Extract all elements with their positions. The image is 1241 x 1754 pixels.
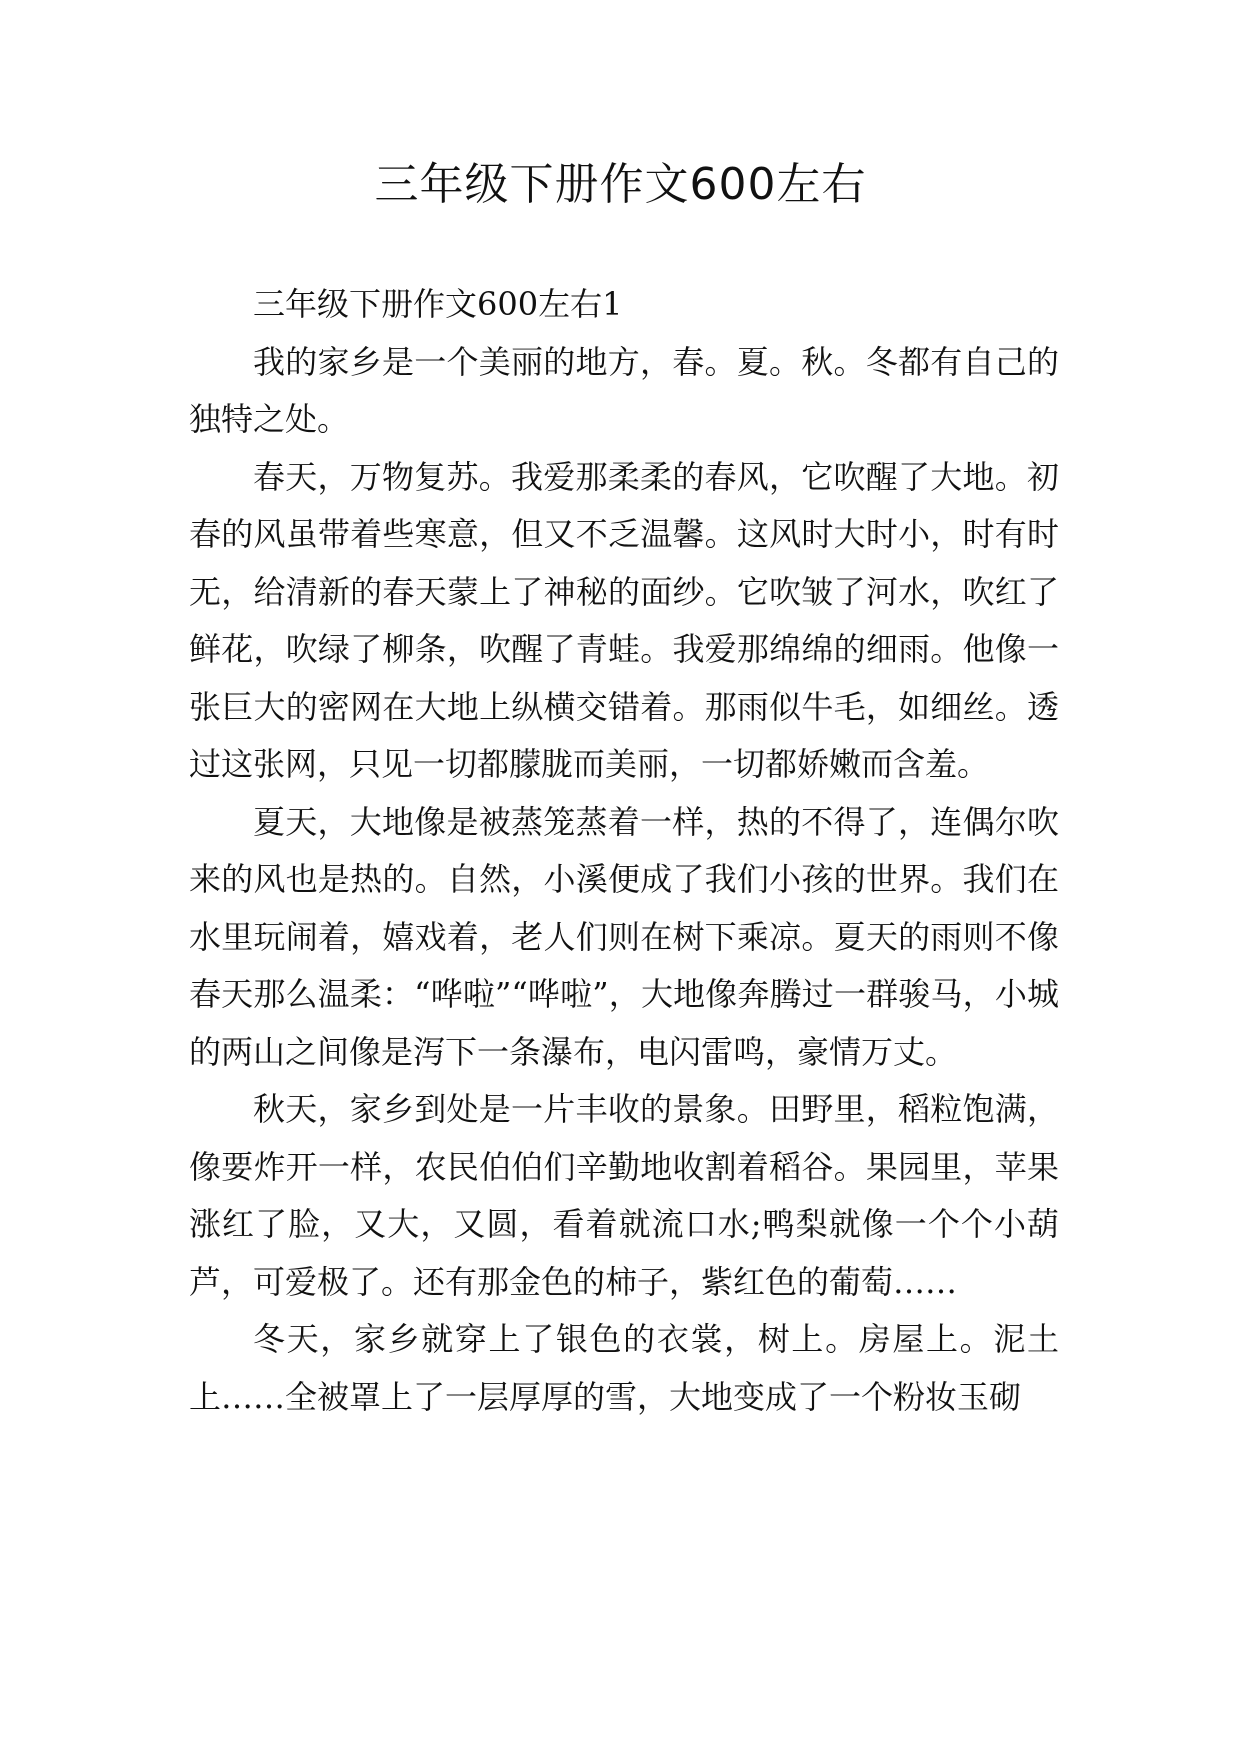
document-title: 三年级下册作文600左右: [374, 159, 867, 210]
paragraph-intro: 我的家乡是一个美丽的地方，春。夏。秋。冬都有自己的独特之处。: [189, 342, 1059, 438]
paragraph-summer: 夏天，大地像是被蒸笼蒸着一样，热的不得了，连偶尔吹来的风也是热的。自然，小溪便成了我们小孩的世界。我们在水里玩闹着，嬉戏着，老人们则在树下乘凉。夏天的雨则不像春天那么温柔：“哗啦”“哗啦”，大地像奔腾过一群骏马，小城的两山之间像是泻下一条瀑布，电闪雷鸣，豪情万丈。: [189, 802, 1059, 1071]
paragraph-spring: 春天，万物复苏。我爱那柔柔的春风，它吹醒了大地。初春的风虽带着些寒意，但又不乏温馨。这风时大时小，时有时无，给清新的春天蒙上了神秘的面纱。它吹皱了河水，吹红了鲜花，吹绿了柳条，吹醒了青蛙。我爱那绵绵的细雨。他像一张巨大的密网在大地上纵横交错着。那雨似牛毛，如细丝。透过这张网，只见一切都朦胧而美丽，一切都娇嫩而含羞。: [189, 457, 1059, 783]
paragraph-autumn: 秋天，家乡到处是一片丰收的景象。田野里，稻粒饱满，像要炸开一样，农民伯伯们辛勤地收割着稻谷。果园里，苹果涨红了脸，又大，又圆，看着就流口水;鸭梨就像一个个小葫芦，可爱极了。还有那金色的柿子，紫红色的葡萄……: [189, 1090, 1059, 1301]
essay-subtitle: 三年级下册作文600左右1: [253, 285, 623, 323]
document-body: [189, 276, 1059, 1426]
paragraph-winter: 冬天，家乡就穿上了银色的衣裳，树上。房屋上。泥土上……全被罩上了一层厚厚的雪，大地变成了一个粉妆玉砌: [189, 1320, 1059, 1416]
